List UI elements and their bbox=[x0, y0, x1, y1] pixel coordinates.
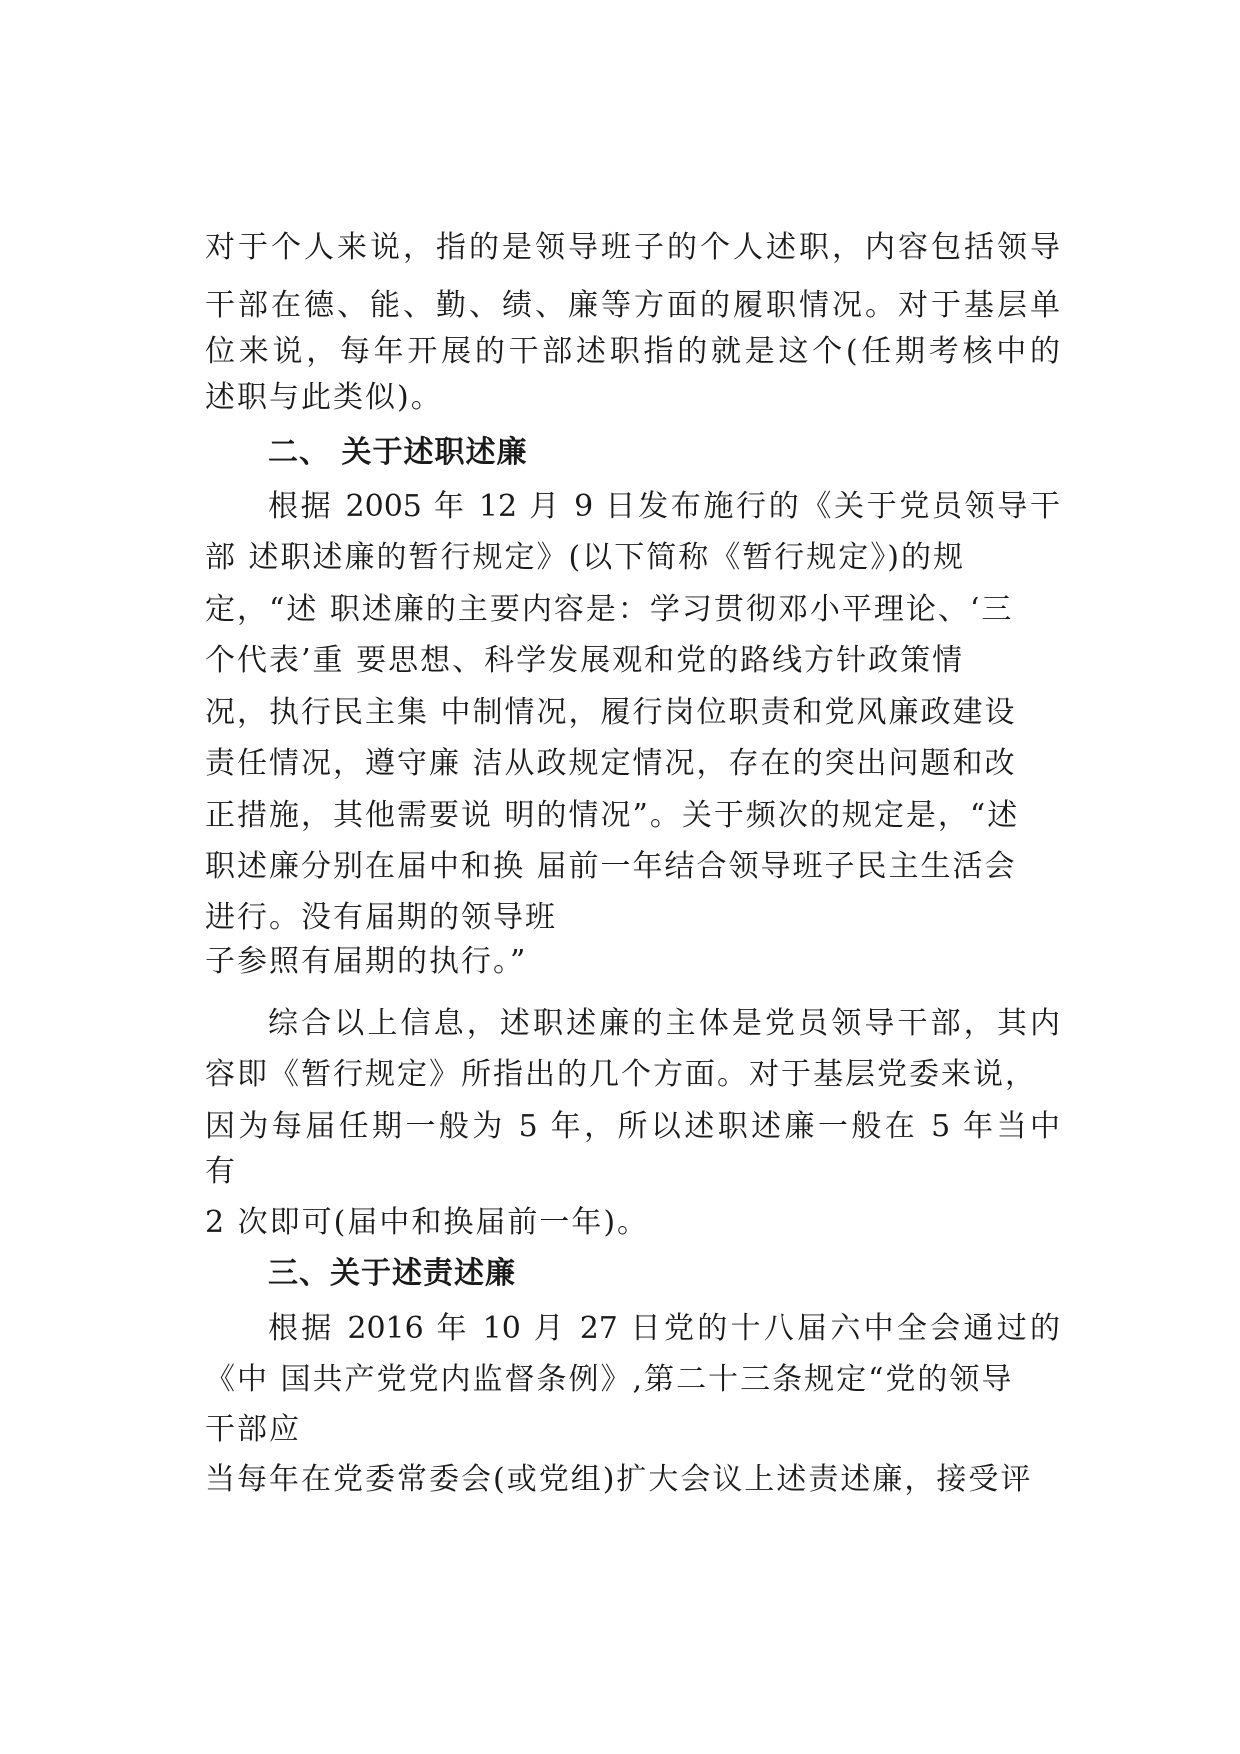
paragraph-2-line-2: 部 述职述廉的暂行规定》(以下简称《暂行规定》)的规 bbox=[205, 540, 965, 575]
paragraph-2-line-5: 况，执行民主集 中制情况，履行岗位职责和党风廉政建设 bbox=[205, 695, 1017, 730]
paragraph-2-line-4: 个代表’重 要思想、科学发展观和党的路线方针政策情 bbox=[205, 643, 965, 678]
paragraph-2-line-8: 职述廉分别在届中和换 届前一年结合领导班子民主生活会 bbox=[205, 849, 1017, 884]
paragraph-4-line-3: 干部应 bbox=[205, 1412, 301, 1447]
paragraph-3-line-3: 因为每届任期一般为 5 年，所以述职述廉一般在 5 年当中 bbox=[205, 1109, 1060, 1144]
paragraph-3-line-4: 有 bbox=[205, 1154, 237, 1189]
paragraph-1-line-2: 干部在德、能、勤、绩、廉等方面的履职情况。对于基层单 bbox=[205, 288, 1060, 323]
section-2-heading: 二、 关于述职述廉 bbox=[268, 435, 528, 470]
paragraph-2-line-6: 责任情况，遵守廉 洁从政规定情况，存在的突出问题和改 bbox=[205, 746, 1017, 781]
paragraph-3-line-5: 2 次即可(届中和换届前一年)。 bbox=[205, 1205, 650, 1240]
paragraph-1-line-1: 对于个人来说，指的是领导班子的个人述职，内容包括领导 bbox=[205, 230, 1060, 265]
paragraph-1-line-4: 述职与此类似)。 bbox=[205, 380, 443, 415]
paragraph-3-line-1: 综合以上信息，述职述廉的主体是党员领导干部，其内 bbox=[268, 1006, 1060, 1041]
paragraph-2-line-3: 定，“述 职述廉的主要内容是：学习贯彻邓小平理论、‘三 bbox=[205, 592, 1014, 627]
paragraph-2-line-1: 根据 2005 年 12 月 9 日发布施行的《关于党员领导干 bbox=[268, 489, 1060, 524]
section-3-heading: 三、关于述责述廉 bbox=[268, 1256, 516, 1291]
paragraph-4-line-4: 当每年在党委常委会(或党组)扩大会议上述责述廉，接受评 bbox=[205, 1462, 1033, 1497]
paragraph-4-line-1: 根据 2016 年 10 月 27 日党的十八届六中全会通过的 bbox=[268, 1311, 1060, 1346]
paragraph-2-line-10: 子参照有届期的执行。” bbox=[205, 944, 528, 979]
paragraph-2-line-7: 正措施，其他需要说 明的情况”。关于频次的规定是，“述 bbox=[205, 798, 1020, 833]
paragraph-2-line-9: 进行。没有届期的领导班 bbox=[205, 900, 557, 935]
paragraph-4-line-2: 《中 国共产党党内监督条例》,第二十三条规定“党的领导 bbox=[205, 1362, 1014, 1397]
paragraph-1-line-3: 位来说，每年开展的干部述职指的就是这个(任期考核中的 bbox=[205, 334, 1060, 369]
paragraph-3-line-2: 容即《暂行规定》所指出的几个方面。对于基层党委来说， bbox=[205, 1057, 1037, 1092]
